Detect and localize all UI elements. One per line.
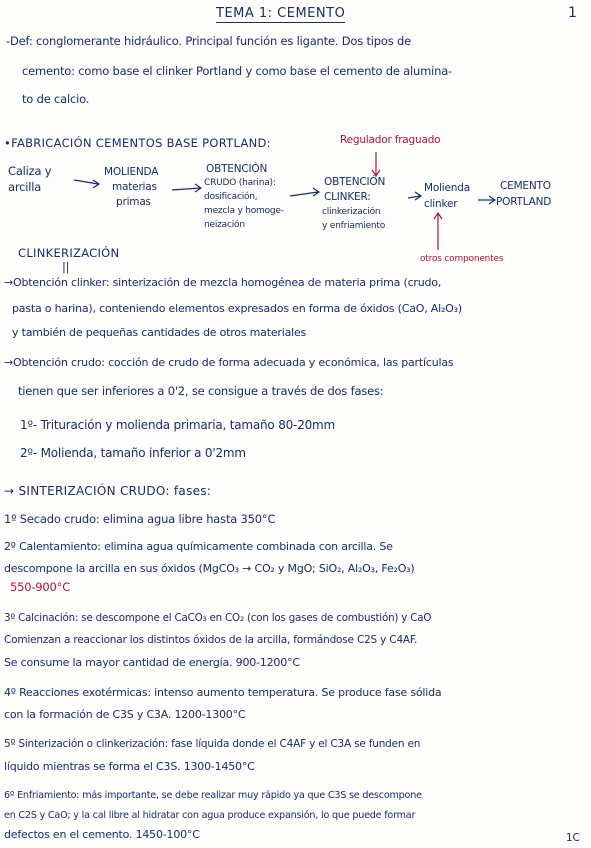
- phase-4-line-2: con la formación de C3S y C3A. 1200-1300°C: [4, 708, 246, 721]
- corner-mark: 1C: [566, 832, 580, 844]
- phase-5-line-1: 5º Sinterización o clinkerización: fase líquida donde el C4AF y el C3A se funden en: [4, 738, 421, 750]
- page-number: 1: [568, 5, 577, 21]
- crudo-line-2: tienen que ser inferiores a 0'2, se consigue a través de dos fases:: [18, 384, 384, 398]
- phase-6-line-2: en C2S y CaO; y la cal libre al hidratar con agua produce expansión, lo que puede formar: [4, 810, 416, 821]
- definition-line-3: to de calcio.: [22, 92, 90, 106]
- phase-3-line-3: Se consume la mayor cantidad de energía. 900-1200°C: [4, 656, 300, 669]
- phase-2-line-1: 2º Calentamiento: elimina agua químicamente combinada con arcilla. Se: [4, 540, 393, 553]
- page-title: TEMA 1: CEMENTO: [216, 6, 346, 21]
- phase-2-line-2: descompone la arcilla en sus óxidos (MgCO₃ → CO₂ y MgO; SiO₂, Al₂O₃, Fe₂O₃): [4, 562, 415, 575]
- phase-5-line-2: líquido mientras se forma el C3S. 1300-1450°C: [4, 760, 255, 773]
- flow-step-crudo-line-4: mezcla y homoge-: [204, 206, 284, 216]
- sinterizacion-heading: → SINTERIZACIÓN CRUDO: fases:: [4, 484, 212, 498]
- definition-line-1: -Def: conglomerante hidráulico. Principal función es ligante. Dos tipos de: [6, 34, 411, 48]
- clinker-line-2: pasta o harina), conteniendo elementos expresados en forma de óxidos (CaO, Al₂O₃): [12, 302, 462, 315]
- flow-step-crudo-title: OBTENCIÓN: [206, 163, 268, 175]
- flow-step-clinker-line-2: CLINKER:: [324, 191, 371, 203]
- other-components-note: otros componentes: [420, 254, 504, 264]
- clinkerizacion-equals-mark: ||: [62, 260, 70, 274]
- phase-1-line-1: 1º Secado crudo: elimina agua libre hasta 350°C: [4, 512, 276, 526]
- clinker-line-1: →Obtención clinker: sinterización de mezcla homogénea de materia prima (crudo,: [4, 276, 442, 289]
- phase-4-line-1: 4º Reacciones exotérmicas: intenso aumento temperatura. Se produce fase sólida: [4, 686, 442, 699]
- regulator-note: Regulador fraguado: [340, 134, 441, 146]
- flow-step-clinker-line-3: clinkerización: [322, 207, 381, 217]
- flow-step-raw-line-1: Caliza y: [8, 164, 52, 178]
- flow-step-raw-line-2: arcilla: [8, 180, 42, 194]
- crudo-line-1: →Obtención crudo: cocción de crudo de forma adecuada y económica, las partículas: [4, 356, 454, 369]
- phase-6-line-3: defectos en el cemento. 1450-100°C: [4, 828, 200, 841]
- flow-step-milling-line-3: primas: [116, 196, 151, 208]
- flow-step-crudo-line-5: neización: [204, 220, 245, 230]
- flow-step-cement-line-1: CEMENTO: [500, 180, 551, 192]
- phase-2-temperature: 550-900°C: [10, 580, 71, 594]
- flow-step-clinker-line-4: y enfriamiento: [322, 221, 386, 231]
- flow-step-clinker-milling-line-2: clinker: [424, 198, 458, 210]
- fabrication-heading: •FABRICACIÓN CEMENTOS BASE PORTLAND:: [4, 136, 271, 150]
- flow-step-milling-title: MOLIENDA: [104, 166, 159, 178]
- phase-3-line-2: Comienzan a reaccionar los distintos óxidos de la arcilla, formándose C2S y C4AF.: [4, 634, 418, 646]
- flow-step-milling-line-2: materias: [112, 181, 157, 193]
- crudo-phase-1: 1º- Trituración y molienda primaria, tamaño 80-20mm: [20, 418, 336, 432]
- clinker-line-3: y también de pequeñas cantidades de otros materiales: [12, 326, 307, 339]
- flow-step-clinker-milling-line-1: Molienda: [424, 182, 470, 194]
- flow-step-clinker-title: OBTENCIÓN: [324, 176, 386, 188]
- flow-step-cement-line-2: PORTLAND: [496, 196, 552, 208]
- crudo-phase-2: 2º- Molienda, tamaño inferior a 0'2mm: [20, 446, 246, 460]
- phase-6-line-1: 6º Enfriamiento: más importante, se debe realizar muy rápido ya que C3S se descompone: [4, 790, 422, 801]
- phase-3-line-1: 3º Calcinación: se descompone el CaCO₃ en CO₂ (con los gases de combustión) y CaO: [4, 612, 432, 624]
- clinkerizacion-heading: CLINKERIZACIÓN: [18, 246, 120, 260]
- flow-step-crudo-line-2: CRUDO (harina):: [204, 178, 276, 188]
- definition-line-2: cemento: como base el clinker Portland y como base el cemento de alumina-: [22, 64, 452, 78]
- flow-step-crudo-line-3: dosificación,: [204, 192, 258, 202]
